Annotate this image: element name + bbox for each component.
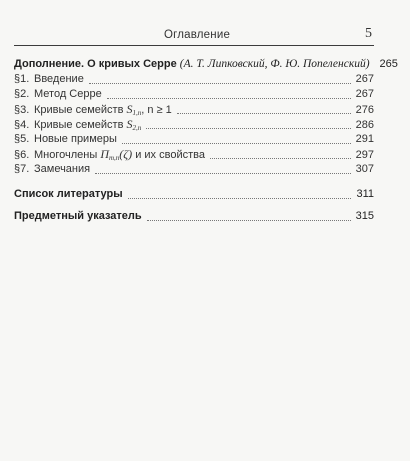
toc-page-number: 265 bbox=[379, 58, 398, 70]
dot-leader bbox=[95, 172, 351, 174]
math-argument: (ζ) bbox=[119, 147, 133, 161]
math-symbol: $\Pi_{m,n}(\zeta)$ bbox=[100, 147, 133, 162]
toc-page-number: 307 bbox=[355, 163, 374, 175]
section-number: §5. bbox=[14, 133, 30, 145]
running-head bbox=[22, 28, 372, 44]
running-title: Оглавление bbox=[163, 29, 231, 41]
section-title: Кривые семейств bbox=[34, 104, 124, 116]
section-title: Введение bbox=[34, 73, 84, 85]
dot-leader bbox=[122, 142, 351, 144]
toc-entry-title: Список литературы bbox=[14, 188, 123, 200]
toc-entry-title bbox=[14, 57, 370, 72]
toc-page-number: 291 bbox=[355, 133, 374, 145]
toc-entry-bibliography[interactable] bbox=[14, 187, 374, 202]
section-number: §3. bbox=[14, 104, 30, 116]
toc-entry-index[interactable] bbox=[14, 209, 374, 224]
dot-leader bbox=[146, 127, 350, 129]
toc-entry-section-1[interactable] bbox=[14, 72, 374, 87]
toc-entry-title bbox=[14, 162, 90, 177]
dot-leader bbox=[147, 219, 351, 221]
toc-entry-title: Предметный указатель bbox=[14, 210, 142, 222]
toc-entry-title bbox=[14, 132, 117, 147]
section-title: Кривые семейств bbox=[34, 119, 124, 131]
appendix-title: Дополнение. О кривых Серре bbox=[14, 58, 177, 70]
section-number: §7. bbox=[14, 163, 30, 175]
section-title: Многочлены bbox=[34, 149, 98, 161]
toc-entry-section-5[interactable] bbox=[14, 132, 374, 147]
math-symbol: $S_{2,n}$ bbox=[126, 117, 142, 132]
section-number: §1. bbox=[14, 73, 30, 85]
page-number: 5 bbox=[365, 26, 372, 41]
math-subscript: 2,n bbox=[132, 124, 142, 132]
section-number: §4. bbox=[14, 119, 30, 131]
section-title: Новые примеры bbox=[34, 133, 117, 145]
toc-page-number: 286 bbox=[355, 119, 374, 131]
math-subscript: 1,n bbox=[132, 109, 142, 117]
toc-entry-section-3[interactable] bbox=[14, 102, 374, 117]
toc-page-number: 276 bbox=[355, 104, 374, 116]
toc-entry-title bbox=[14, 72, 84, 87]
toc-page-number: 267 bbox=[355, 73, 374, 85]
appendix-authors: (А. Т. Липковский, Ф. Ю. Попеленский) bbox=[179, 58, 370, 70]
header-rule bbox=[14, 45, 374, 46]
spacer bbox=[14, 177, 374, 187]
section-title-suffix: и их свойства bbox=[132, 149, 205, 161]
toc-entry-title bbox=[14, 87, 102, 102]
dot-leader bbox=[107, 97, 351, 99]
section-title: Метод Серре bbox=[34, 88, 102, 100]
math-symbol: $S_{1,n}$ bbox=[126, 102, 142, 117]
section-title: Замечания bbox=[34, 163, 91, 175]
math-subscript: m,n bbox=[108, 154, 120, 162]
dot-leader bbox=[210, 157, 351, 159]
toc-entry-section-2[interactable] bbox=[14, 87, 374, 102]
toc-page-number: 297 bbox=[355, 149, 374, 161]
toc-page-number: 267 bbox=[355, 88, 374, 100]
table-of-contents bbox=[14, 57, 398, 224]
spacer bbox=[14, 202, 374, 209]
dot-leader bbox=[177, 112, 351, 114]
toc-entry-section-4[interactable] bbox=[14, 117, 374, 132]
section-number: §2. bbox=[14, 88, 30, 100]
toc-page-number: 315 bbox=[355, 210, 374, 222]
section-number: §6. bbox=[14, 149, 30, 161]
dot-leader bbox=[89, 82, 351, 84]
section-title-suffix: , n ≥ 1 bbox=[141, 104, 172, 116]
dot-leader bbox=[128, 197, 352, 199]
toc-page-number: 311 bbox=[356, 188, 374, 200]
toc-entry-appendix[interactable] bbox=[14, 57, 398, 72]
toc-entry-section-6[interactable] bbox=[14, 147, 374, 162]
